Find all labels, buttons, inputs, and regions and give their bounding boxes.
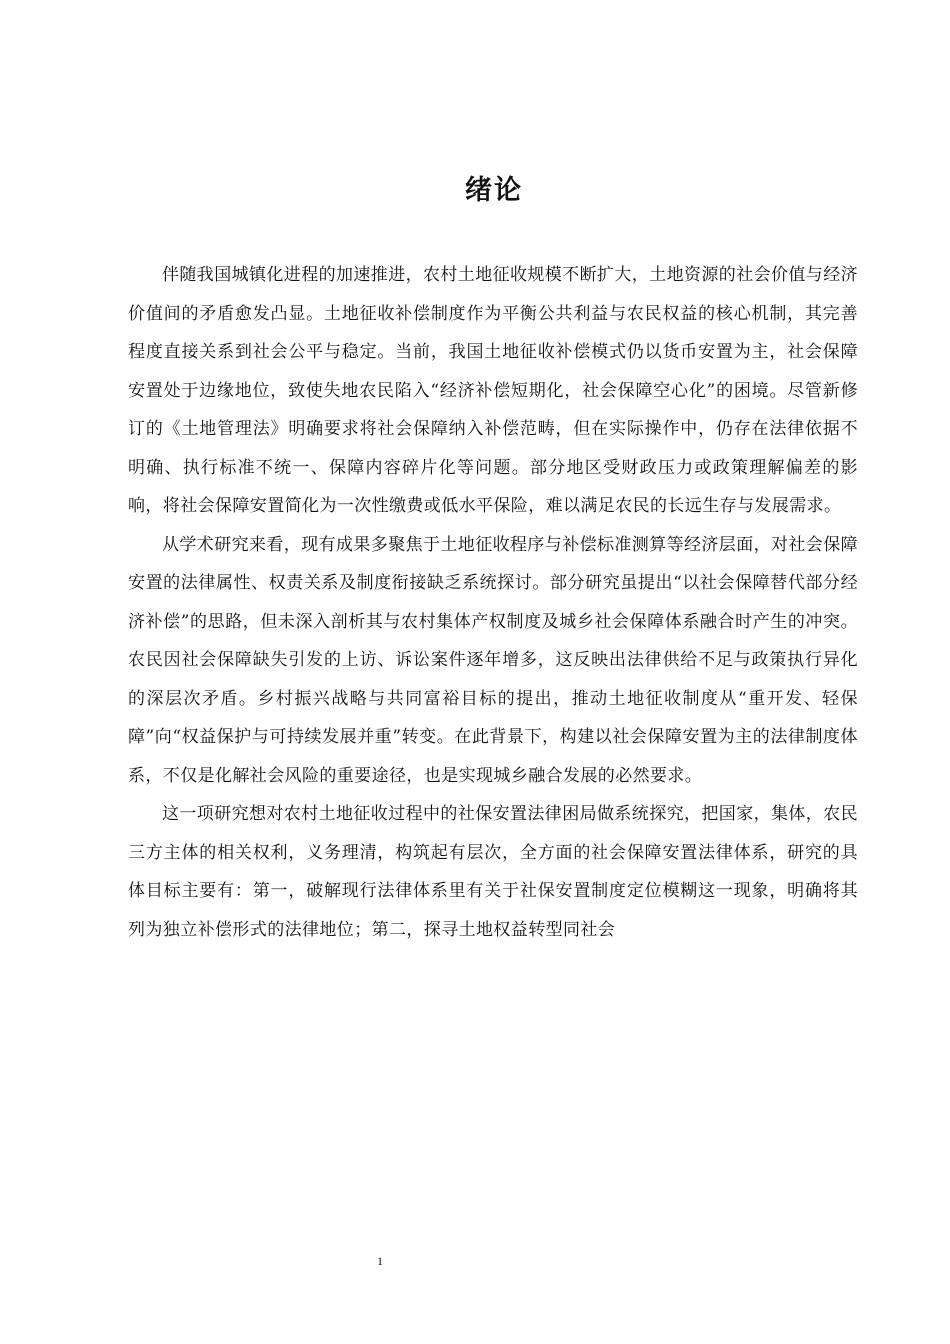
body-text: [128, 256, 858, 949]
page-number: 1: [377, 1254, 383, 1268]
chapter-title: 绪论: [465, 175, 523, 206]
paragraph-1: 伴随我国城镇化进程的加速推进，农村土地征收规模不断扩大，土地资源的社会价值与经济价值间的矛盾愈发凸显。土地征收补偿制度作为平衡公共利益与农民权益的核心机制，其完善程度直接关系到社会公平与稳定。当前，我国土地征收补偿模式仍以货币安置为主，社会保障安置处于边缘地位，致使失地农民陷入“经济补偿短期化，社会保障空心化”的困境。尽管新修订的《土地管理法》明确要求将社会保障纳入补偿范畴，但在实际操作中，仍存在法律依据不明确、执行标准不统一、保障内容碎片化等问题。部分地区受财政压力或政策理解偏差的影响，将社会保障安置简化为一次性缴费或低水平保险，难以满足农民的长远生存与发展需求。: [128, 265, 858, 516]
paragraph-2: 从学术研究来看，现有成果多聚焦于土地征收程序与补偿标准测算等经济层面，对社会保障安置的法律属性、权责关系及制度衔接缺乏系统探讨。部分研究虽提出“以社会保障替代部分经济补偿”的思路，但未深入剖析其与农村集体产权制度及城乡社会保障体系融合时产生的冲突。农民因社会保障缺失引发的上访、诉讼案件逐年增多，这反映出法律供给不足与政策执行异化的深层次矛盾。乡村振兴战略与共同富裕目标的提出，推动土地征收制度从“重开发、轻保障”向“权益保护与可持续发展并重”转变。在此背景下，构建以社会保障安置为主的法律制度体系，不仅是化解社会风险的重要途径，也是实现城乡融合发展的必然要求。: [128, 534, 858, 786]
paragraph-3: 这一项研究想对农村土地征收过程中的社保安置法律困局做系统探究，把国家，集体，农民三方主体的相关权利，义务理清，构筑起有层次，全方面的社会保障安置法律体系，研究的具体目标主要有：第一，破解现行法律体系里有关于社保安置制度定位模糊这一现象，明确将其列为独立补偿形式的法律地位；第二，探寻土地权益转型同社会: [128, 804, 858, 940]
